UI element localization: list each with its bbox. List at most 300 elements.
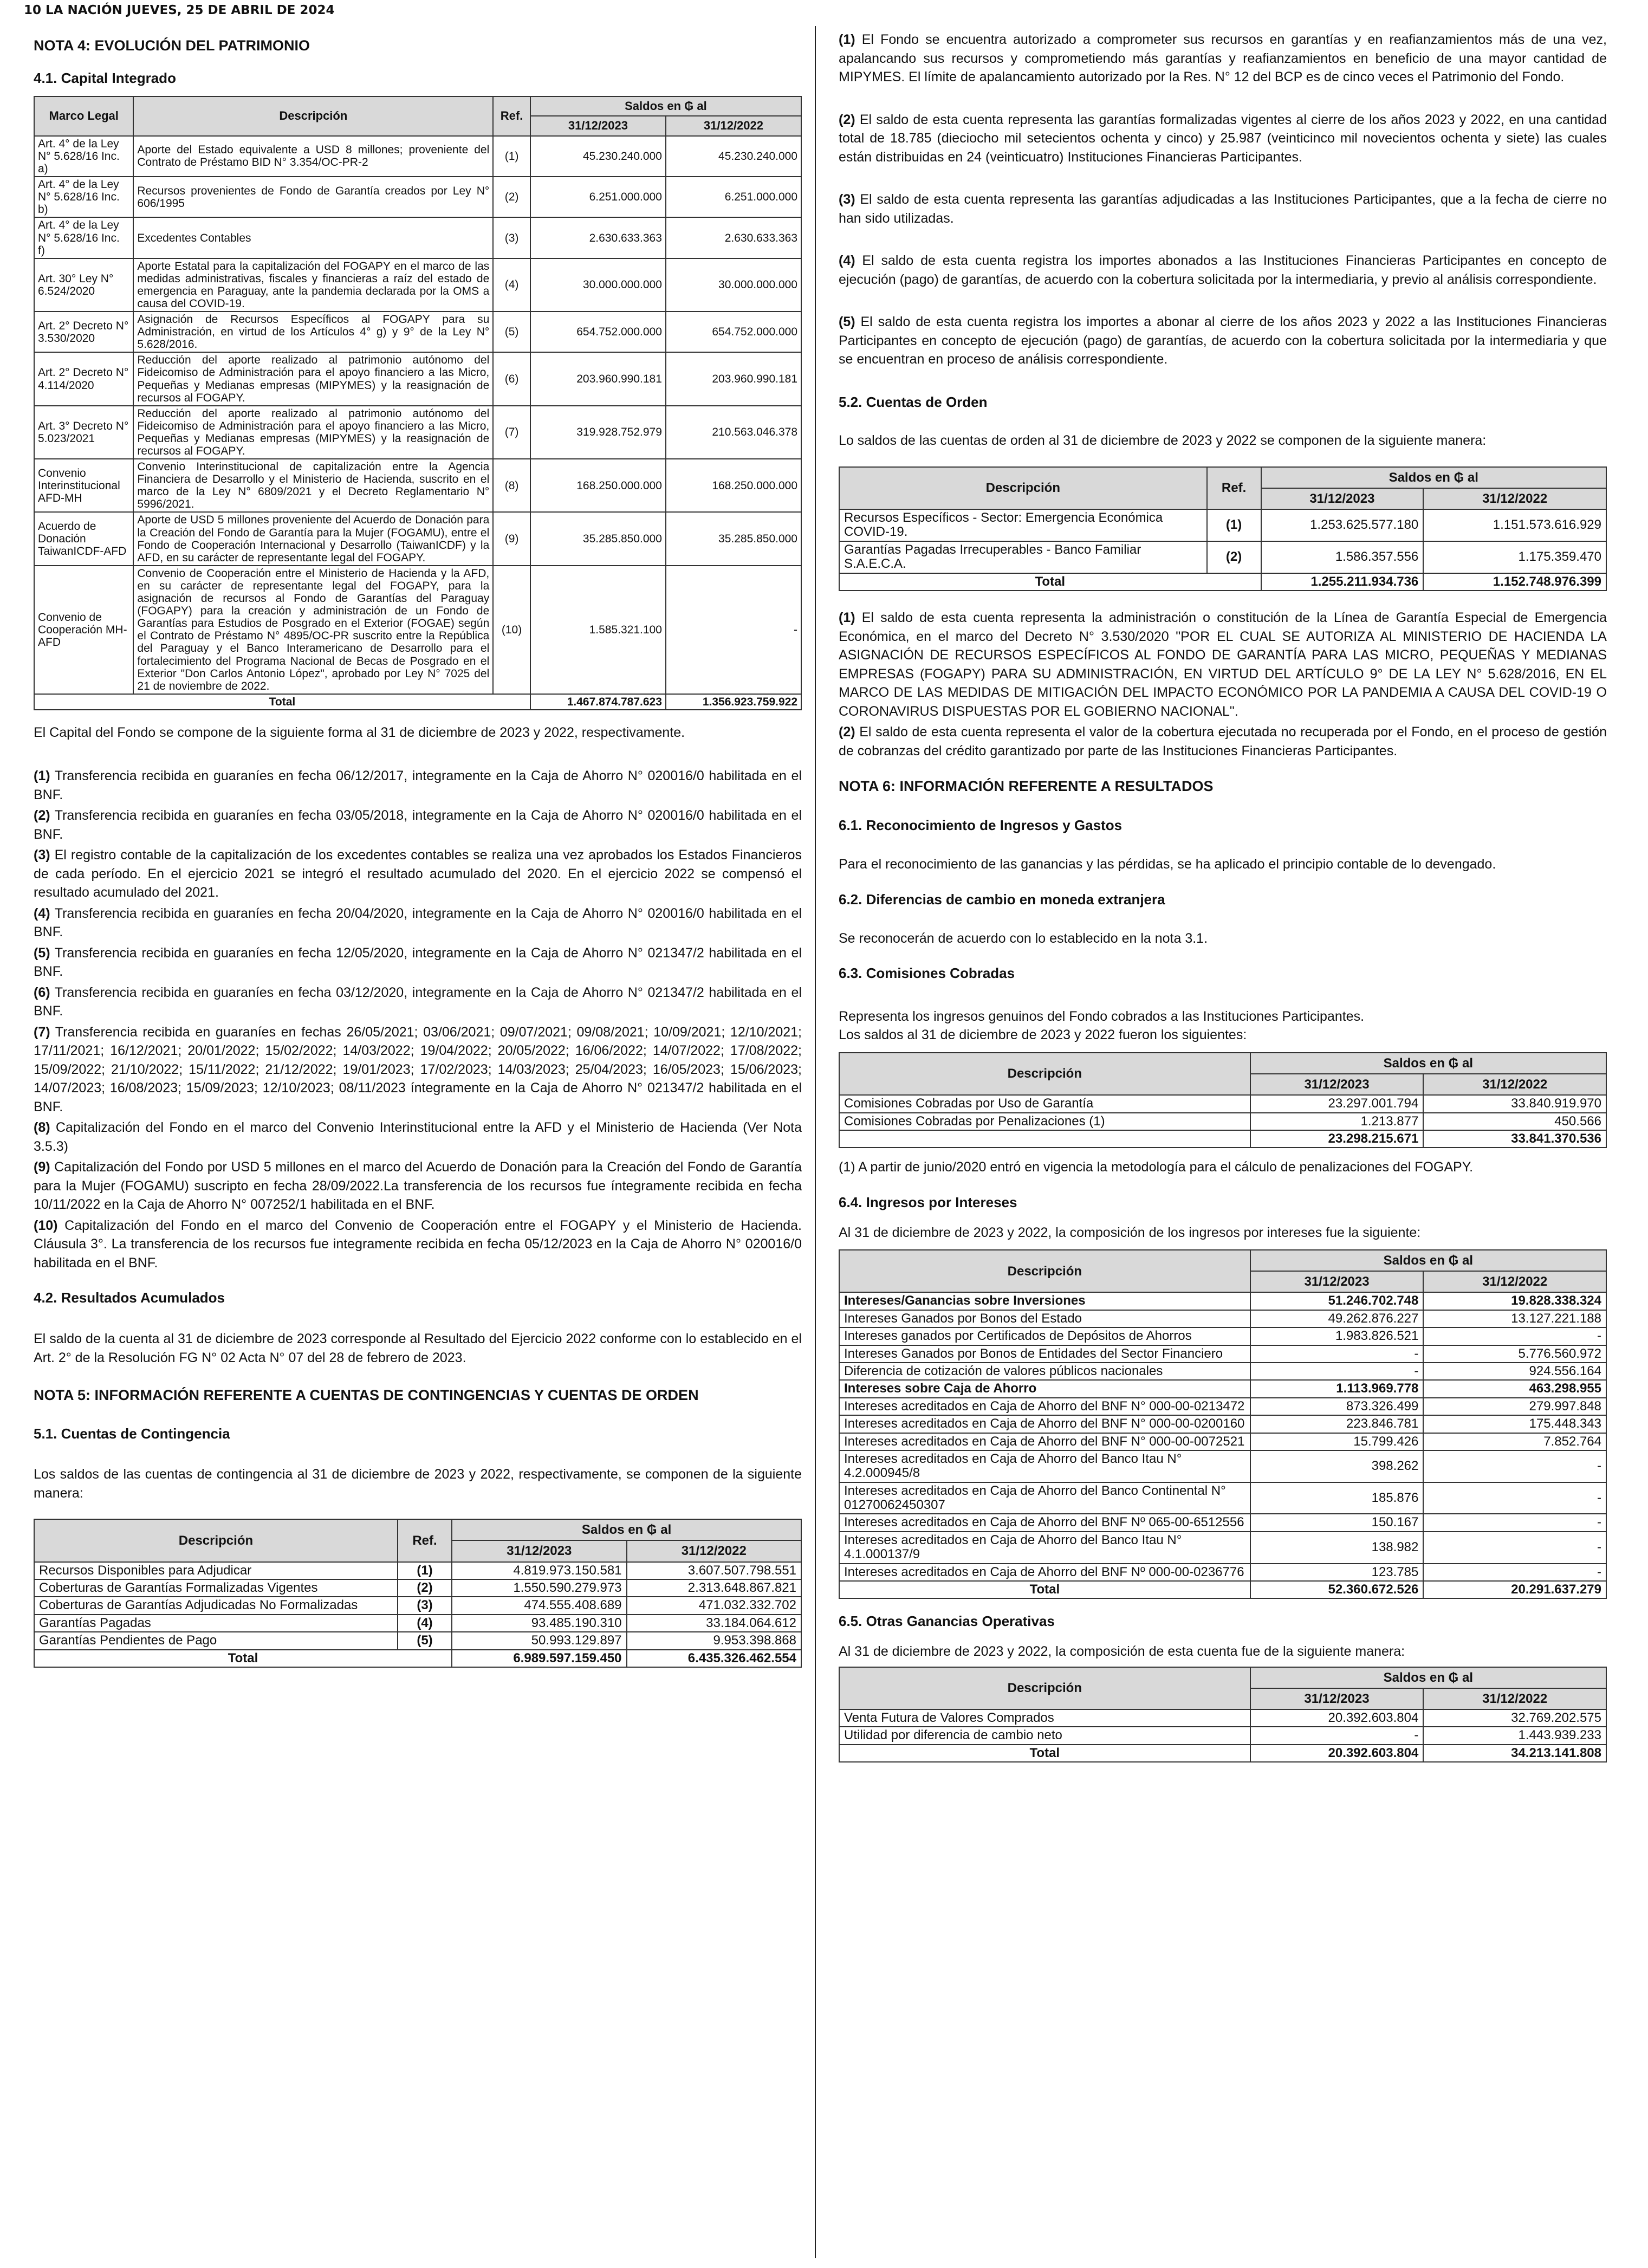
- description-cell: Recursos provenientes de Fondo de Garantía creados por Ley N° 606/1995: [133, 177, 493, 217]
- section-5-1-intro: Los saldos de las cuentas de contingencia al 31 de diciembre de 2023 y 2022, respectivamente, se componen de la siguiente manera:: [34, 1467, 802, 1501]
- th-2023: 31/12/2023: [1250, 1688, 1424, 1709]
- table-row: [839, 1380, 1606, 1397]
- section-6-3-note: (1) A partir de junio/2020 entró en vigencia la metodología para el cálculo de penalizaciones del FOGAPY.: [839, 1159, 1474, 1175]
- intereses-table: [839, 1249, 1607, 1599]
- value-2023-cell: 30.000.000.000: [530, 258, 666, 312]
- th-saldos: Saldos en ₲ al: [1261, 467, 1606, 488]
- th-2023: 31/12/2023: [1261, 488, 1424, 509]
- th-saldos: Saldos en ₲ al: [1250, 1667, 1606, 1688]
- page-header: 10 LA NACIÓN JUEVES, 25 DE ABRIL DE 2024: [24, 3, 335, 17]
- value-2022-cell: 471.032.332.702: [627, 1597, 801, 1614]
- table-row: [839, 1727, 1606, 1744]
- value-2022-cell: -: [666, 566, 801, 694]
- value-2023-cell: 1.213.877: [1250, 1113, 1424, 1130]
- description-cell: Garantías Pagadas: [34, 1615, 398, 1632]
- total-row: [34, 694, 801, 710]
- description-cell: Intereses acreditados en Caja de Ahorro del BNF Nº 065-00-6512556: [839, 1514, 1250, 1531]
- footnote-text: El saldo de esta cuenta representa el valor de la cobertura ejecutada no recuperada por el Fondo, en el proceso de gestión de cobranzas del crédito garantizado por parte de las Instituciones Financieras Participantes.: [839, 724, 1607, 759]
- value-2023-cell: 138.982: [1250, 1532, 1424, 1564]
- total-2023-cell: 1.255.211.934.736: [1261, 573, 1424, 591]
- table-row: [34, 217, 801, 258]
- footnote-text: El saldo de esta cuenta registra los importes a abonar al cierre de los años 2023 y 2022 a las Instituciones Financieras Participantes en concepto de ejecución (pago) de garantías, de acuerdo con la cobertura solicitada por la intermediaria y que se encuentran en proceso de análisis correspondiente.: [839, 314, 1607, 367]
- description-cell: Intereses acreditados en Caja de Ahorro del BNF N° 000-00-0213472: [839, 1398, 1250, 1415]
- ref-cell: (2): [398, 1579, 452, 1597]
- value-2023-cell: 6.251.000.000: [530, 177, 666, 217]
- ref-cell: (8): [493, 459, 530, 512]
- value-2023-cell: 123.785: [1250, 1564, 1424, 1581]
- table-row: [34, 1562, 801, 1579]
- description-cell: Asignación de Recursos Específicos al FOGAPY para su Administración, en virtud de los Artículos 4° g) y 9° de la Ley N° 5.628/2016.: [133, 312, 493, 352]
- value-2022-cell: -: [1423, 1514, 1606, 1531]
- table-row: [34, 566, 801, 694]
- total-label: Total: [34, 1650, 452, 1667]
- value-2023-cell: 2.630.633.363: [530, 217, 666, 258]
- value-2023-cell: 50.993.129.897: [452, 1632, 626, 1649]
- value-2022-cell: 175.448.343: [1423, 1415, 1606, 1433]
- footnote: [34, 904, 802, 942]
- description-cell: Intereses acreditados en Caja de Ahorro del Banco Itau N° 4.2.000945/8: [839, 1450, 1250, 1482]
- value-2022-cell: -: [1423, 1564, 1606, 1581]
- table-row: [839, 1310, 1606, 1327]
- description-cell: Intereses ganados por Certificados de Depósitos de Ahorros: [839, 1327, 1250, 1345]
- value-2022-cell: 35.285.850.000: [666, 512, 801, 565]
- description-cell: Convenio de Cooperación entre el Ministerio de Hacienda y la AFD, en su carácter de representante legal del FOGAPY, para la asignación de recursos al Fondo de Garantías del Paraguay (FOGAPY) para la creación y administración de un Fondo de Garantías para Estudios de Posgrado en el Exterior (FOGAE) según el Contrato de Préstamo N° 4895/OC-PR suscrito entre la República del Paraguay y el Banco Interamericano de Desarrollo para el fortalecimiento del Programa Nacional de Becas de Posgrado en el Exterior "Don Carlos Antonio López", aprobado por Ley N° 7025 del 21 de noviembre de 2022.: [133, 566, 493, 694]
- description-cell: Intereses acreditados en Caja de Ahorro del BNF Nº 000-00-0236776: [839, 1564, 1250, 1581]
- value-2022-cell: 1.443.939.233: [1423, 1727, 1606, 1744]
- th-desc: Descripción: [839, 1250, 1250, 1292]
- description-cell: Utilidad por diferencia de cambio neto: [839, 1727, 1250, 1744]
- description-cell: Venta Futura de Valores Comprados: [839, 1709, 1250, 1727]
- table-row: [34, 1597, 801, 1614]
- footnote-ref: (5): [34, 945, 50, 961]
- description-cell: Intereses Ganados por Bonos del Estado: [839, 1310, 1250, 1327]
- total-2023-cell: 6.989.597.159.450: [452, 1650, 626, 1667]
- value-2022-cell: 203.960.990.181: [666, 352, 801, 405]
- th-2023: 31/12/2023: [530, 116, 666, 135]
- contingency-table: [34, 1519, 802, 1668]
- footnote: [34, 806, 802, 844]
- capital-table: [34, 96, 802, 710]
- ref-cell: (1): [1207, 509, 1261, 541]
- value-2022-cell: 13.127.221.188: [1423, 1310, 1606, 1327]
- footnote-ref: (1): [34, 768, 50, 784]
- contingency-notes: [839, 30, 1607, 369]
- th-desc: Descripción: [839, 1053, 1250, 1095]
- table-row: [839, 1363, 1606, 1380]
- table-row: [34, 352, 801, 405]
- ref-cell: (6): [493, 352, 530, 405]
- value-2022-cell: 654.752.000.000: [666, 312, 801, 352]
- footnote-text: El saldo de esta cuenta representa las garantías adjudicadas a las Instituciones Participantes, que a la fecha de cierre no han sido utilizadas.: [839, 192, 1607, 226]
- footnote-ref: (1): [839, 610, 855, 626]
- value-2023-cell: 168.250.000.000: [530, 459, 666, 512]
- value-2023-cell: -: [1250, 1727, 1424, 1744]
- section-6-1-text: Para el reconocimiento de las ganancias y las pérdidas, se ha aplicado el principio contable de lo devengado.: [839, 857, 1496, 872]
- ref-cell: (3): [493, 217, 530, 258]
- table-row: [34, 258, 801, 312]
- value-2023-cell: 654.752.000.000: [530, 312, 666, 352]
- contingency-table-body: [34, 1562, 801, 1667]
- capital-table-body: [34, 136, 801, 710]
- nota4-title: NOTA 4: EVOLUCIÓN DEL PATRIMONIO: [34, 37, 310, 54]
- description-cell: Recursos Disponibles para Adjudicar: [34, 1562, 398, 1579]
- total-2023-cell: 52.360.672.526: [1250, 1581, 1424, 1598]
- description-cell: Reducción del aporte realizado al patrimonio autónomo del Fideicomiso de Administración para el apoyo financiero a las Micro, Pequeñas y Medianas empresas (MIPYMES) y la reasignación de recursos al FOGAPY.: [133, 406, 493, 459]
- footnote-ref: (2): [34, 808, 50, 824]
- ref-cell: (5): [493, 312, 530, 352]
- ref-cell: (5): [398, 1632, 452, 1649]
- th-desc: Descripción: [839, 1667, 1250, 1709]
- footnote: [839, 30, 1607, 87]
- ref-cell: (2): [493, 177, 530, 217]
- right-column: [839, 30, 1607, 1762]
- marco-legal-cell: Art. 3° Decreto N° 5.023/2021: [34, 406, 133, 459]
- ref-cell: (2): [1207, 541, 1261, 573]
- value-2022-cell: 5.776.560.972: [1423, 1345, 1606, 1363]
- ref-cell: (4): [493, 258, 530, 312]
- value-2023-cell: 49.262.876.227: [1250, 1310, 1424, 1327]
- value-2022-cell: 33.840.919.970: [1423, 1095, 1606, 1112]
- description-cell: Intereses acreditados en Caja de Ahorro del Banco Continental N° 01270062450307: [839, 1482, 1250, 1514]
- th-2023: 31/12/2023: [452, 1540, 626, 1561]
- total-2023-cell: 1.467.874.787.623: [530, 694, 666, 710]
- table-row: [34, 1579, 801, 1597]
- capital-notes: [34, 767, 802, 1272]
- description-cell: Diferencia de cotización de valores públicos nacionales: [839, 1363, 1250, 1380]
- footnote: [34, 846, 802, 902]
- th-2022: 31/12/2022: [1423, 1688, 1606, 1709]
- section-6-4-title: 6.4. Ingresos por Intereses: [839, 1194, 1017, 1210]
- value-2023-cell: 20.392.603.804: [1250, 1709, 1424, 1727]
- total-row: [839, 1130, 1606, 1148]
- section-6-4-text: Al 31 de diciembre de 2023 y 2022, la composición de los ingresos por intereses fue la siguiente:: [839, 1224, 1421, 1240]
- value-2022-cell: 19.828.338.324: [1423, 1292, 1606, 1310]
- value-2022-cell: 7.852.764: [1423, 1433, 1606, 1450]
- table-row: [839, 1433, 1606, 1450]
- description-cell: Intereses sobre Caja de Ahorro: [839, 1380, 1250, 1397]
- capital-intro: El Capital del Fondo se compone de la siguiente forma al 31 de diciembre de 2023 y 2022, respectivamente.: [34, 724, 685, 740]
- footnote: [34, 1023, 802, 1117]
- footnote: [839, 608, 1607, 721]
- otras-ganancias-table-body: [839, 1709, 1606, 1762]
- value-2023-cell: 1.983.826.521: [1250, 1327, 1424, 1345]
- table-row: [839, 1327, 1606, 1345]
- value-2023-cell: 873.326.499: [1250, 1398, 1424, 1415]
- value-2023-cell: 93.485.190.310: [452, 1615, 626, 1632]
- table-row: [839, 1345, 1606, 1363]
- value-2022-cell: 45.230.240.000: [666, 136, 801, 177]
- description-cell: Excedentes Contables: [133, 217, 493, 258]
- description-cell: Aporte de USD 5 millones proveniente del Acuerdo de Donación para la Creación del Fondo de Garantía para la Mujer (FOGAMU), entre el Fondo de Cooperación Internacional y Desarrollo (TaiwanICDF) y la AFD, en su carácter de representante legal del FOGAPY.: [133, 512, 493, 565]
- nota5-title: NOTA 5: INFORMACIÓN REFERENTE A CUENTAS DE CONTINGENCIAS Y CUENTAS DE ORDEN: [34, 1387, 699, 1404]
- footnote: [34, 983, 802, 1021]
- otras-ganancias-table: [839, 1667, 1607, 1762]
- footnote-ref: (3): [839, 192, 855, 207]
- value-2022-cell: -: [1423, 1482, 1606, 1514]
- left-column: [34, 33, 802, 1668]
- footnote-text: Capitalización del Fondo en el marco del Convenio de Cooperación entre el FOGAPY y el Ministerio de Hacienda. Cláusula 3°. La transferencia de los recursos fue integramente recibida en fecha 05/12/2023 en la Caja de Ahorro N° 020016/0 habilitada en el BNF.: [34, 1217, 802, 1271]
- table-row: [839, 1514, 1606, 1531]
- th-desc: Descripción: [839, 467, 1207, 509]
- footnote-ref: (1): [839, 32, 855, 47]
- footnote: [34, 944, 802, 981]
- footnote-ref: (6): [34, 984, 50, 1000]
- footnote-text: Transferencia recibida en guaraníes en fechas 26/05/2021; 03/06/2021; 09/07/2021; 09/08/2021; 10/09/2021; 12/10/2021; 17/11/2021; 16/12/2021; 20/01/2022; 15/02/2022; 14/03/2022; 19/04/2022; 20/05/2022; 16/06/2022; 14/07/2022; 17/08/2022; 15/09/2022; 21/10/2022; 15/11/2022; 21/12/2022; 19/01/2023; 17/02/2023; 14/03/2023; 25/04/2023; 16/05/2023; 15/06/2023; 14/07/2023; 16/08/2023; 15/09/2023; 12/10/2023; 08/11/2023 íntegramente en la Caja de Ahorro N° 021347/2 habilitada en el BNF.: [34, 1024, 802, 1114]
- total-2022-cell: 6.435.326.462.554: [627, 1650, 801, 1667]
- footnote-ref: (3): [34, 847, 50, 863]
- value-2023-cell: 4.819.973.150.581: [452, 1562, 626, 1579]
- th-marco: Marco Legal: [34, 96, 133, 136]
- total-row: [34, 1650, 801, 1667]
- total-label: Total: [34, 694, 530, 710]
- value-2023-cell: -: [1250, 1345, 1424, 1363]
- marco-legal-cell: Convenio Interinstitucional AFD-MH: [34, 459, 133, 512]
- description-cell: Coberturas de Garantías Adjudicadas No Formalizadas: [34, 1597, 398, 1614]
- footnote: [34, 1118, 802, 1156]
- value-2022-cell: -: [1423, 1450, 1606, 1482]
- total-2022-cell: 33.841.370.536: [1423, 1130, 1606, 1148]
- table-row: [34, 136, 801, 177]
- th-saldos: Saldos en ₲ al: [1250, 1053, 1606, 1074]
- value-2022-cell: 6.251.000.000: [666, 177, 801, 217]
- footnote-ref: (2): [839, 724, 855, 740]
- table-row: [839, 1398, 1606, 1415]
- section-5-2-title: 5.2. Cuentas de Orden: [839, 393, 988, 410]
- section-6-3-title: 6.3. Comisiones Cobradas: [839, 965, 1015, 982]
- value-2023-cell: -: [1250, 1363, 1424, 1380]
- value-2023-cell: 474.555.408.689: [452, 1597, 626, 1614]
- table-row: [839, 1292, 1606, 1310]
- th-saldos: Saldos en ₲ al: [530, 96, 801, 116]
- footnote-text: El Fondo se encuentra autorizado a comprometer sus recursos en garantías y en reafianzamientos más de una vez, apalancando sus recursos y comprometiendo más garantías y reafianzamientos en beneficio de una mayor cantidad de MIPYMES. El límite de apalancamiento autorizado por la Res. N° 12 del BCP es de cinco veces el Patrimonio del Fondo.: [839, 32, 1607, 85]
- footnote-text: Transferencia recibida en guaraníes en fecha 03/05/2018, integramente en la Caja de Ahorro N° 020016/0 habilitada en el BNF.: [34, 808, 802, 842]
- total-row: [839, 1745, 1606, 1762]
- value-2023-cell: 185.876: [1250, 1482, 1424, 1514]
- nota6-title: NOTA 6: INFORMACIÓN REFERENTE A RESULTADOS: [839, 778, 1214, 795]
- footnote: [839, 251, 1607, 289]
- table-row: [839, 1532, 1606, 1564]
- marco-legal-cell: Art. 2° Decreto N° 3.530/2020: [34, 312, 133, 352]
- footnote-text: El registro contable de la capitalización de los excedentes contables se realiza una vez aprobados los Estados Financieros de cada período. En el ejercicio 2021 se integró el resultado acumulado del 2020. En el ejercicio 2022 se compensó el resultado acumulado del 2021.: [34, 847, 802, 900]
- th-ref: Ref.: [493, 96, 530, 136]
- orden-notes: [839, 608, 1607, 760]
- th-2022: 31/12/2022: [1423, 1074, 1606, 1095]
- footnote-ref: (4): [34, 905, 50, 921]
- value-2022-cell: 3.607.507.798.551: [627, 1562, 801, 1579]
- value-2022-cell: 1.175.359.470: [1423, 541, 1606, 573]
- marco-legal-cell: Art. 4° de la Ley N° 5.628/16 Inc. b): [34, 177, 133, 217]
- table-row: [34, 512, 801, 565]
- th-saldos: Saldos en ₲ al: [1250, 1250, 1606, 1271]
- value-2022-cell: 32.769.202.575: [1423, 1709, 1606, 1727]
- value-2022-cell: -: [1423, 1532, 1606, 1564]
- section-5-1-title: 5.1. Cuentas de Contingencia: [34, 1425, 230, 1442]
- total-2023-cell: 23.298.215.671: [1250, 1130, 1424, 1148]
- th-2023: 31/12/2023: [1250, 1271, 1424, 1292]
- description-cell: Reducción del aporte realizado al patrimonio autónomo del Fideicomiso de Administración para el apoyo financiero a las Micro, Pequeñas y Medianas empresas (MIPYMES) y la reasignación de recursos al FOGAPY.: [133, 352, 493, 405]
- footnote-ref: (2): [839, 112, 855, 127]
- th-2022: 31/12/2022: [1423, 1271, 1606, 1292]
- marco-legal-cell: Art. 2° Decreto N° 4.114/2020: [34, 352, 133, 405]
- description-cell: Coberturas de Garantías Formalizadas Vigentes: [34, 1579, 398, 1597]
- total-row: [839, 1581, 1606, 1598]
- th-2022: 31/12/2022: [627, 1540, 801, 1561]
- table-row: [34, 312, 801, 352]
- section-6-3-text-2: Los saldos al 31 de diciembre de 2023 y 2022 fueron los siguientes:: [839, 1027, 1247, 1043]
- table-row: [839, 1095, 1606, 1112]
- value-2023-cell: 398.262: [1250, 1450, 1424, 1482]
- table-row: [34, 1615, 801, 1632]
- value-2022-cell: 9.953.398.868: [627, 1632, 801, 1649]
- footnote-text: El saldo de esta cuenta representa las garantías formalizadas vigentes al cierre de los años 2023 y 2022, en una cantidad total de 18.785 (dieciocho mil setecientos ochenta y cinco) y 25.987 (veinticinco mil novecientos ochenta y siete) las cuales están distribuidas en 24 (veinticuatro) Instituciones Financieras Participantes.: [839, 112, 1607, 165]
- table-row: [839, 1482, 1606, 1514]
- description-cell: Recursos Específicos - Sector: Emergencia Económica COVID-19.: [839, 509, 1207, 541]
- th-ref: Ref.: [1207, 467, 1261, 509]
- description-cell: Intereses acreditados en Caja de Ahorro del BNF N° 000-00-0200160: [839, 1415, 1250, 1433]
- value-2023-cell: 223.846.781: [1250, 1415, 1424, 1433]
- th-desc: Descripción: [34, 1519, 398, 1561]
- value-2023-cell: 51.246.702.748: [1250, 1292, 1424, 1310]
- marco-legal-cell: Art. 4° de la Ley N° 5.628/16 Inc. a): [34, 136, 133, 177]
- value-2022-cell: 1.151.573.616.929: [1423, 509, 1606, 541]
- th-2022: 31/12/2022: [666, 116, 801, 135]
- table-row: [34, 177, 801, 217]
- footnote-text: Transferencia recibida en guaraníes en fecha 06/12/2017, integramente en la Caja de Ahorro N° 020016/0 habilitada en el BNF.: [34, 768, 802, 802]
- description-cell: Aporte del Estado equivalente a USD 8 millones; proveniente del Contrato de Préstamo BID N° 3.354/OC-PR-2: [133, 136, 493, 177]
- footnote-ref: (9): [34, 1159, 50, 1175]
- table-row: [839, 509, 1606, 541]
- value-2023-cell: 15.799.426: [1250, 1433, 1424, 1450]
- value-2023-cell: 1.113.969.778: [1250, 1380, 1424, 1397]
- value-2022-cell: 279.997.848: [1423, 1398, 1606, 1415]
- footnote: [839, 111, 1607, 167]
- section-6-2-title: 6.2. Diferencias de cambio en moneda extranjera: [839, 891, 1165, 908]
- th-ref: Ref.: [398, 1519, 452, 1561]
- marco-legal-cell: Art. 30° Ley N° 6.524/2020: [34, 258, 133, 312]
- footnote-text: Transferencia recibida en guaraníes en fecha 20/04/2020, integramente en la Caja de Ahorro N° 020016/0 habilitada en el BNF.: [34, 905, 802, 940]
- value-2022-cell: 924.556.164: [1423, 1363, 1606, 1380]
- section-4-1-title: 4.1. Capital Integrado: [34, 70, 176, 87]
- value-2023-cell: 35.285.850.000: [530, 512, 666, 565]
- table-row: [34, 406, 801, 459]
- ref-cell: (10): [493, 566, 530, 694]
- total-2022-cell: 34.213.141.808: [1423, 1745, 1606, 1762]
- total-2022-cell: 1.152.748.976.399: [1423, 573, 1606, 591]
- table-row: [839, 1415, 1606, 1433]
- value-2023-cell: 203.960.990.181: [530, 352, 666, 405]
- section-6-5-title: 6.5. Otras Ganancias Operativas: [839, 1613, 1055, 1630]
- value-2023-cell: 1.586.357.556: [1261, 541, 1424, 573]
- total-2023-cell: 20.392.603.804: [1250, 1745, 1424, 1762]
- footnote-ref: (5): [839, 314, 855, 329]
- value-2022-cell: 210.563.046.378: [666, 406, 801, 459]
- table-row: [839, 1564, 1606, 1581]
- footnote-text: El saldo de esta cuenta registra los importes abonados a las Instituciones Financieras Participantes en concepto de ejecución (pago) de garantías, de acuerdo con la cobertura solicitada por la intermediaria, y previo al análisis correspondiente.: [839, 253, 1607, 287]
- orden-table-body: [839, 509, 1606, 591]
- description-cell: Aporte Estatal para la capitalización del FOGAPY en el marco de las medidas administrativas, fiscales y financieras a raíz del estado de emergencia en Paraguay, ante la pandemia declarada por la OMS a causa del COVID-19.: [133, 258, 493, 312]
- section-6-3-text-1: Representa los ingresos genuinos del Fondo cobrados a las Instituciones Participantes.: [839, 1008, 1365, 1024]
- footnote: [839, 313, 1607, 369]
- total-2022-cell: 20.291.637.279: [1423, 1581, 1606, 1598]
- footnote: [839, 190, 1607, 228]
- total-label: Total: [839, 1581, 1250, 1598]
- footnote-ref: (8): [34, 1120, 50, 1136]
- value-2022-cell: 30.000.000.000: [666, 258, 801, 312]
- value-2022-cell: 33.184.064.612: [627, 1615, 801, 1632]
- marco-legal-cell: Art. 4° de la Ley N° 5.628/16 Inc. f): [34, 217, 133, 258]
- table-row: [839, 541, 1606, 573]
- section-6-1-title: 6.1. Reconocimiento de Ingresos y Gastos: [839, 817, 1123, 834]
- ref-cell: (1): [493, 136, 530, 177]
- table-row: [34, 1632, 801, 1649]
- value-2022-cell: -: [1423, 1327, 1606, 1345]
- footnote-text: Transferencia recibida en guaraníes en fecha 12/05/2020, integramente en la Caja de Ahorro N° 021347/2 habilitada en el BNF.: [34, 945, 802, 980]
- footnote: [839, 723, 1607, 760]
- description-cell: Intereses Ganados por Bonos de Entidades del Sector Financiero: [839, 1345, 1250, 1363]
- th-2023: 31/12/2023: [1250, 1074, 1424, 1095]
- description-cell: Intereses/Ganancias sobre Inversiones: [839, 1292, 1250, 1310]
- footnote-ref: (4): [839, 253, 855, 268]
- section-6-5-text: Al 31 de diciembre de 2023 y 2022, la composición de esta cuenta fue de la siguiente manera:: [839, 1644, 1405, 1660]
- description-cell: Garantías Pendientes de Pago: [34, 1632, 398, 1649]
- value-2023-cell: 23.297.001.794: [1250, 1095, 1424, 1112]
- ref-cell: (7): [493, 406, 530, 459]
- value-2022-cell: 168.250.000.000: [666, 459, 801, 512]
- footnote-ref: (7): [34, 1024, 50, 1040]
- table-row: [34, 459, 801, 512]
- section-5-2-intro: Lo saldos de las cuentas de orden al 31 de diciembre de 2023 y 2022 se componen de la siguiente manera:: [839, 433, 1487, 449]
- footnote: [34, 1216, 802, 1273]
- th-desc: Descripción: [133, 96, 493, 136]
- value-2023-cell: 319.928.752.979: [530, 406, 666, 459]
- ref-cell: (4): [398, 1615, 452, 1632]
- value-2023-cell: 1.550.590.279.973: [452, 1579, 626, 1597]
- section-4-2-text: El saldo de la cuenta al 31 de diciembre de 2023 corresponde al Resultado del Ejercicio 2022 conforme con lo establecido en el Art. 2° de la Resolución FG N° 02 Acta N° 07 del 28 de febrero de 2023.: [34, 1331, 802, 1365]
- ref-cell: (3): [398, 1597, 452, 1614]
- value-2022-cell: 2.630.633.363: [666, 217, 801, 258]
- value-2023-cell: 45.230.240.000: [530, 136, 666, 177]
- total-label: Total: [839, 573, 1261, 591]
- orden-table: [839, 466, 1607, 591]
- value-2022-cell: 450.566: [1423, 1113, 1606, 1130]
- section-4-2-title: 4.2. Resultados Acumulados: [34, 1289, 225, 1306]
- footnote: [34, 767, 802, 804]
- footnote-text: Transferencia recibida en guaraníes en fecha 03/12/2020, integramente en la Caja de Ahorro N° 021347/2 habilitada en el BNF.: [34, 984, 802, 1019]
- table-row: [839, 1450, 1606, 1482]
- value-2023-cell: 1.585.321.100: [530, 566, 666, 694]
- ref-cell: (9): [493, 512, 530, 565]
- description-cell: Garantías Pagadas Irrecuperables - Banco Familiar S.A.E.C.A.: [839, 541, 1207, 573]
- description-cell: Intereses acreditados en Caja de Ahorro del Banco Itau N° 4.1.000137/9: [839, 1532, 1250, 1564]
- intereses-table-body: [839, 1292, 1606, 1598]
- comisiones-table-body: [839, 1095, 1606, 1148]
- total-row: [839, 573, 1606, 591]
- comisiones-table: [839, 1052, 1607, 1148]
- footnote-text: Capitalización del Fondo en el marco del Convenio Interinstitucional entre la AFD y el Ministerio de Hacienda (Ver Nota 3.5.3): [34, 1120, 802, 1154]
- value-2022-cell: 2.313.648.867.821: [627, 1579, 801, 1597]
- total-label-empty: [839, 1130, 1250, 1148]
- marco-legal-cell: Convenio de Cooperación MH-AFD: [34, 566, 133, 694]
- description-cell: Convenio Interinstitucional de capitalización entre la Agencia Financiera de Desarrollo y el Ministerio de Hacienda, suscrito en el marco de la Ley N° 6809/2021 y el Decreto Reglamentario N° 5996/2021.: [133, 459, 493, 512]
- value-2023-cell: 150.167: [1250, 1514, 1424, 1531]
- description-cell: Comisiones Cobradas por Penalizaciones (1): [839, 1113, 1250, 1130]
- footnote-ref: (10): [34, 1217, 58, 1233]
- marco-legal-cell: Acuerdo de Donación TaiwanICDF-AFD: [34, 512, 133, 565]
- total-label: Total: [839, 1745, 1250, 1762]
- description-cell: Comisiones Cobradas por Uso de Garantía: [839, 1095, 1250, 1112]
- value-2022-cell: 463.298.955: [1423, 1380, 1606, 1397]
- section-6-2-text: Se reconocerán de acuerdo con lo establecido en la nota 3.1.: [839, 930, 1208, 946]
